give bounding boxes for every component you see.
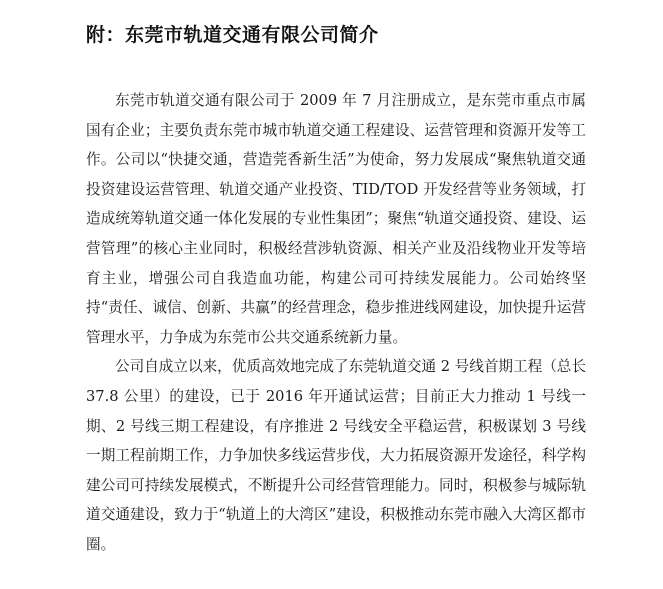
paragraph-company-overview: 东莞市轨道交通有限公司于 2009 年 7 月注册成立，是东莞市重点市属国有企业；主要负责东莞市城市轨道交通工程建设、运营管理和资源开发等工作。公司以“快捷交通，营造莞香新生活”为使命，努力发展成“聚焦轨道交通投资建设运营管理、轨道交通产业投资、TID/TOD 开发经营等业务领域，打造成统筹轨道交通一体化发展的专业性集团”；聚焦“轨道交通投资、建设、运营管理”的核心主业同时，积极经营涉轨资源、相关产业及沿线物业开发等培育主业，增强公司自我造血功能，构建公司可持续发展能力。公司始终坚持“责任、诚信、创新、共赢”的经营理念，稳步推进线网建设，加快提升运营管理水平，力争成为东莞市公共交通系统新力量。 (86, 92, 586, 346)
paragraph-achievements: 公司自成立以来，优质高效地完成了东莞轨道交通 2 号线首期工程（总长 37.8 公里）的建设，已于 2016 年开通试运营；目前正大力推动 1 号线一期、2 号线三期工程建设，有序推进 2 号线安全平稳运营，积极谋划 3 号线一期工程前期工作，力争加快多线运营步伐，大力拓展资源开发途径，科学构建公司可持续发展模式，不断提升公司经营管理能力。同时，积极参与城际轨道交通建设，致力于“轨道上的大湾区”建设，积极推动东莞市融入大湾区都市圈。 (86, 358, 586, 553)
document-title: 附：东莞市轨道交通有限公司简介 (86, 24, 379, 46)
document-body (86, 86, 586, 560)
